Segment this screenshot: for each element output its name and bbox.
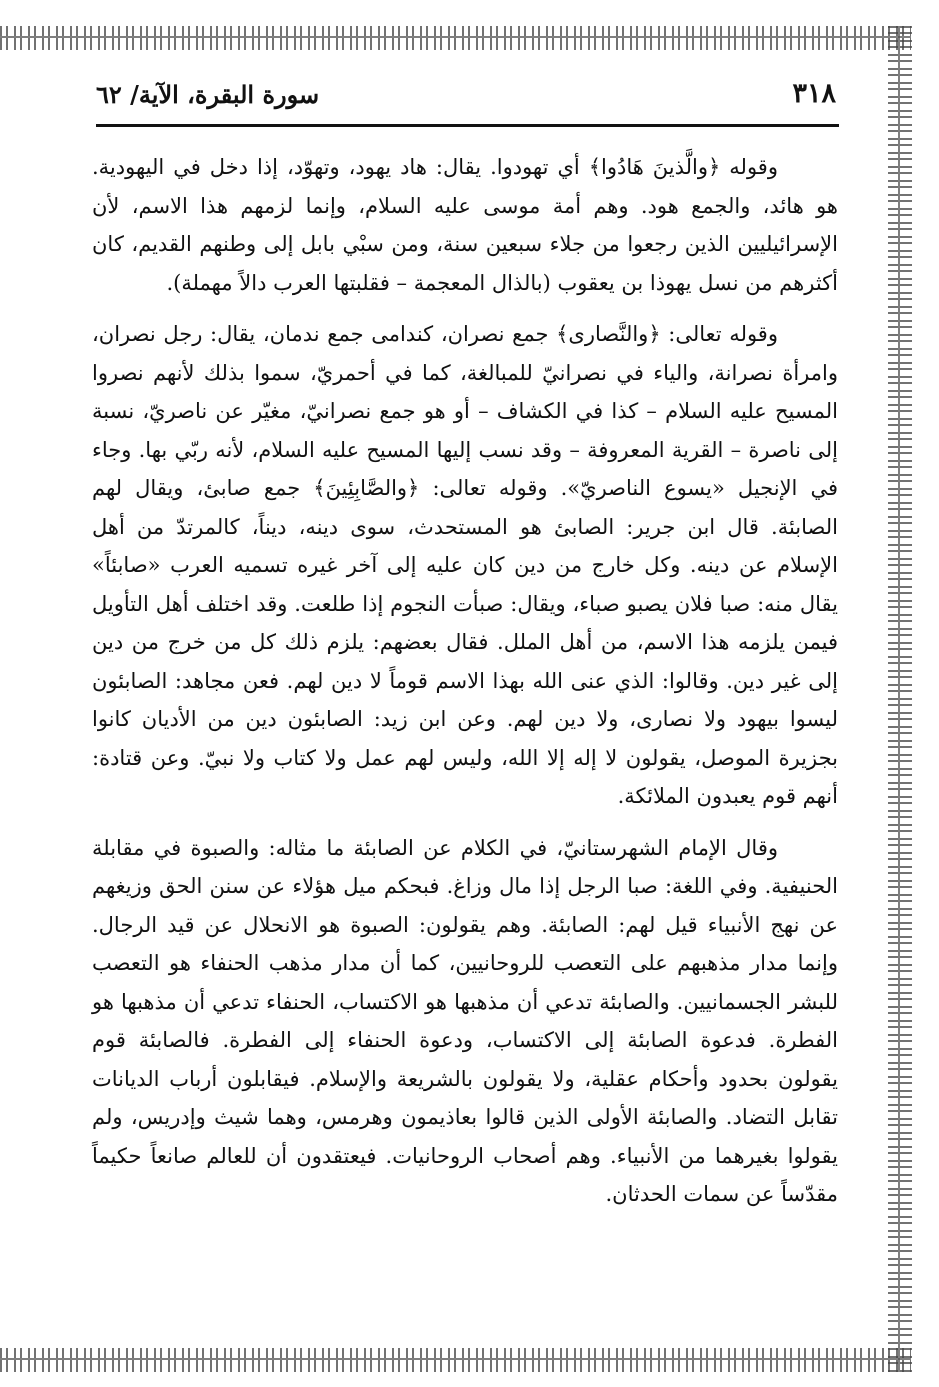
paragraph-nasara-sabiun: وقوله تعالى: ﴿والنَّصارى﴾ جمع نصران، كندامى جمع ندمان، يقال: رجل نصران، وامرأة نصرانة، والياء في نصرانيّ للمبالغة، كما في أحمريّ، سموا بذلك لأنهم نصروا المسيح عليه السلام – كذا في الكشاف – أو هو جمع نصرانيّ، مغيّر عن ناصريّ، نسبة إلى ناصرة – القرية المعروفة – وقد نسب إليها المسيح عليه السلام، لأنه ربّي بها. وجاء في الإنجيل «يسوع الناصريّ». وقوله تعالى: ﴿والصَّابِئِينَ﴾ جمع صابئ، ويقال لهم الصابئة. قال ابن جرير: الصابئ هو المستحدث، سوى دينه، ديناً، كالمرتدّ من أهل الإسلام عن دينه. وكل خارج من دين كان عليه إلى آخر غيره تسميه العرب «صابئاً» يقال منه: صبا فلان يصبو صباء، ويقال: صبأت النجوم إذا طلعت. وقد اختلف أهل التأويل فيمن يلزمه هذا الاسم، من أهل الملل. فقال بعضهم: يلزم ذلك كل من خرج من دين إلى غير دين. وقالوا: الذي عنى الله بهذا الاسم قوماً لا دين لهم. فعن مجاهد: الصابئون ليسوا بيهود ولا نصارى، ولا دين لهم. وعن ابن زيد: الصابئون دين من الأديان كانوا بجزيرة الموصل، يقولون لا إله إلا الله، وليس لهم عمل ولا كتاب ولا نبيّ. وعن قتادة: أنهم قوم يعبدون الملائكة. bbox=[92, 322, 838, 808]
decorative-border-top bbox=[0, 26, 911, 50]
paragraph-yahud: وقوله ﴿والَّذينَ هَادُوا﴾ أي تهودوا. يقال: هاد يهود، وتهوّد، إذا دخل في اليهودية. هو هائد، والجمع هود. وهم أمة موسى عليه السلام، وإنما لزمهم هذا الاسم، لأن الإسرائيليين الذين رجعوا من جلاء سبعين سنة، ومن سبْي بابل إلى وطنهم القديم، كان أكثرهم من نسل يهوذا بن يعقوب (بالذال المعجمة – فقلبتها العرب دالاً مهملة). bbox=[92, 155, 838, 295]
header-rule bbox=[96, 124, 839, 127]
paragraph-shahrastani: وقال الإمام الشهرستانيّ، في الكلام عن الصابئة ما مثاله: والصبوة في مقابلة الحنيفية. وفي اللغة: صبا الرجل إذا مال وزاغ. فبحكم ميل هؤلاء عن سنن الحق وزيغهم عن نهج الأنبياء قيل لهم: الصابئة. وهم يقولون: الصبوة هو الانحلال عن قيد الرجال. وإنما مدار مذهبهم على التعصب للروحانيين، كما أن مدار مذهب الحنفاء هو التعصب للبشر الجسمانيين. والصابئة تدعي أن مذهبها هو الاكتساب، الحنفاء تدعي أن مذهبها هو الفطرة. فدعوة الصابئة إلى الاكتساب، ودعوة الحنفاء إلى الفطرة. فالصابئة قوم يقولون بحدود وأحكام عقلية، ولا يقولون بالشريعة والإسلام. فيقابلون أرباب الديانات تقابل التضاد. والصابئة الأولى الذين قالوا بعاذيمون وهرمس، وهما شيث وإدريس، ولم يقولوا بغيرهما من الأنبياء. وهم أصحاب الروحانيات. فيعتقدون أن للعالم صانعاً حكيماً مقدّساً عن سمات الحدثان. bbox=[92, 835, 838, 1206]
decorative-border-bottom bbox=[0, 1348, 911, 1372]
page-number: ٣١٨ bbox=[792, 78, 836, 109]
running-title: سورة البقرة، الآية/ ٦٢ bbox=[96, 80, 320, 109]
decorative-border-right bbox=[888, 26, 912, 1372]
body-text bbox=[92, 148, 838, 1214]
page-header bbox=[96, 78, 836, 118]
